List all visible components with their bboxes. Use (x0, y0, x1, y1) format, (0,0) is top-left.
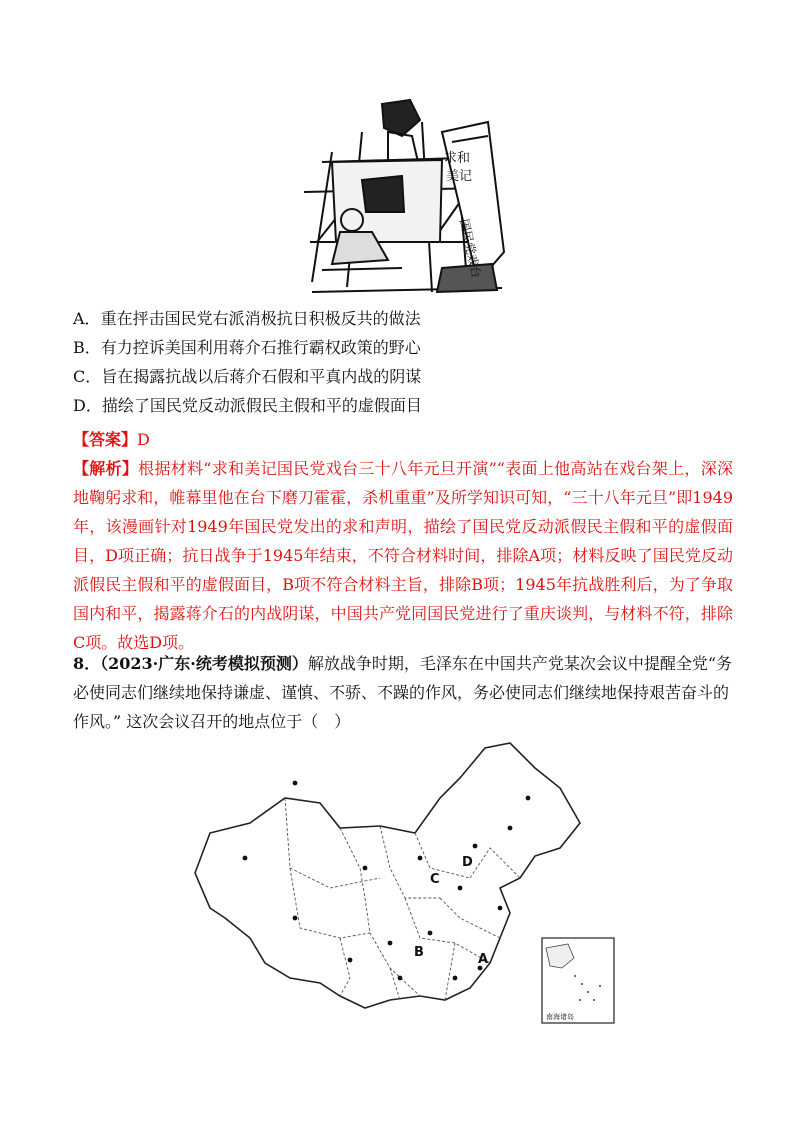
question-text: 解放战争时期，毛泽东在中国共产党某次会议中提醒全党“务必使同志们继续地保持谦虚、谨慎、不骄、不躁的作风，务必使同志们继续地保持艰苦奋斗的作风。” 这次会议召开的地点位于（ ） (73, 654, 733, 731)
option-text: 有力控诉美国利用蒋介石推行霸权政策的野心 (100, 338, 421, 357)
option-letter: A． (73, 309, 101, 328)
cartoon-sign-text: 求和 (444, 151, 471, 166)
cartoon-banner-text: 国民党戏台 (457, 217, 484, 280)
answer-value: D (137, 430, 150, 449)
analysis-label: 【解析】 (73, 459, 139, 478)
option-letter: D． (73, 396, 102, 415)
option-letter: C． (73, 367, 102, 386)
option-a[interactable] (73, 304, 733, 333)
option-text: 描绘了国民党反动派假民主假和平的虚假面目 (101, 396, 422, 415)
question-source: （2023·广东·统考模拟预测） (100, 654, 308, 673)
answer-line (73, 425, 733, 454)
analysis-text: 根据材料“求和美记国民党戏台三十八年元旦开演”“表面上他高站在戏台架上，深深地鞠躬求和，帷幕里他在台下磨刀霍霍，杀机重重”及所学知识可知，“三十八年元旦”即1949年，该漫画针对1949年国民党发出的求和声明，描绘了国民党反动派假民主假和平的虚假面目，D项正确；抗日战争于1945年结束，不符合材料时间，排除A项；材料反映了国民党反动派假民主假和平的虚假面目，B项不符合材料主旨，排除B项；1945年抗战胜利后，为了争取国内和平，揭露蒋介石的内战阴谋，中国共产党同国民党进行了重庆谈判，与材料不符，排除C项。故选D项。 (73, 459, 733, 652)
south-china-sea-inset (542, 938, 614, 1023)
answer-options (73, 304, 733, 420)
question-number: 8． (73, 654, 101, 673)
option-text: 重在抨击国民党右派消极抗日积极反共的做法 (100, 309, 421, 328)
option-letter: B． (73, 338, 101, 357)
cartoon-sign-text-2: 美记 (446, 169, 473, 184)
answer-label: 【答案】 (73, 430, 138, 449)
map-label-c: C (430, 872, 440, 887)
option-c[interactable] (73, 362, 733, 391)
option-d[interactable] (73, 391, 733, 420)
answer-section (73, 425, 733, 657)
option-b[interactable] (73, 333, 733, 362)
question-8 (73, 649, 733, 736)
map-label-d: D (462, 855, 473, 870)
map-label-a: A (478, 952, 489, 967)
option-text: 旨在揭露抗战以后蒋介石假和平真内战的阴谋 (101, 367, 422, 386)
inset-caption: 南海诸岛 (546, 1013, 574, 1021)
analysis-paragraph (73, 454, 733, 657)
map-label-b: B (414, 945, 424, 960)
cartoon-illustration (292, 92, 514, 300)
china-map (190, 738, 630, 1028)
